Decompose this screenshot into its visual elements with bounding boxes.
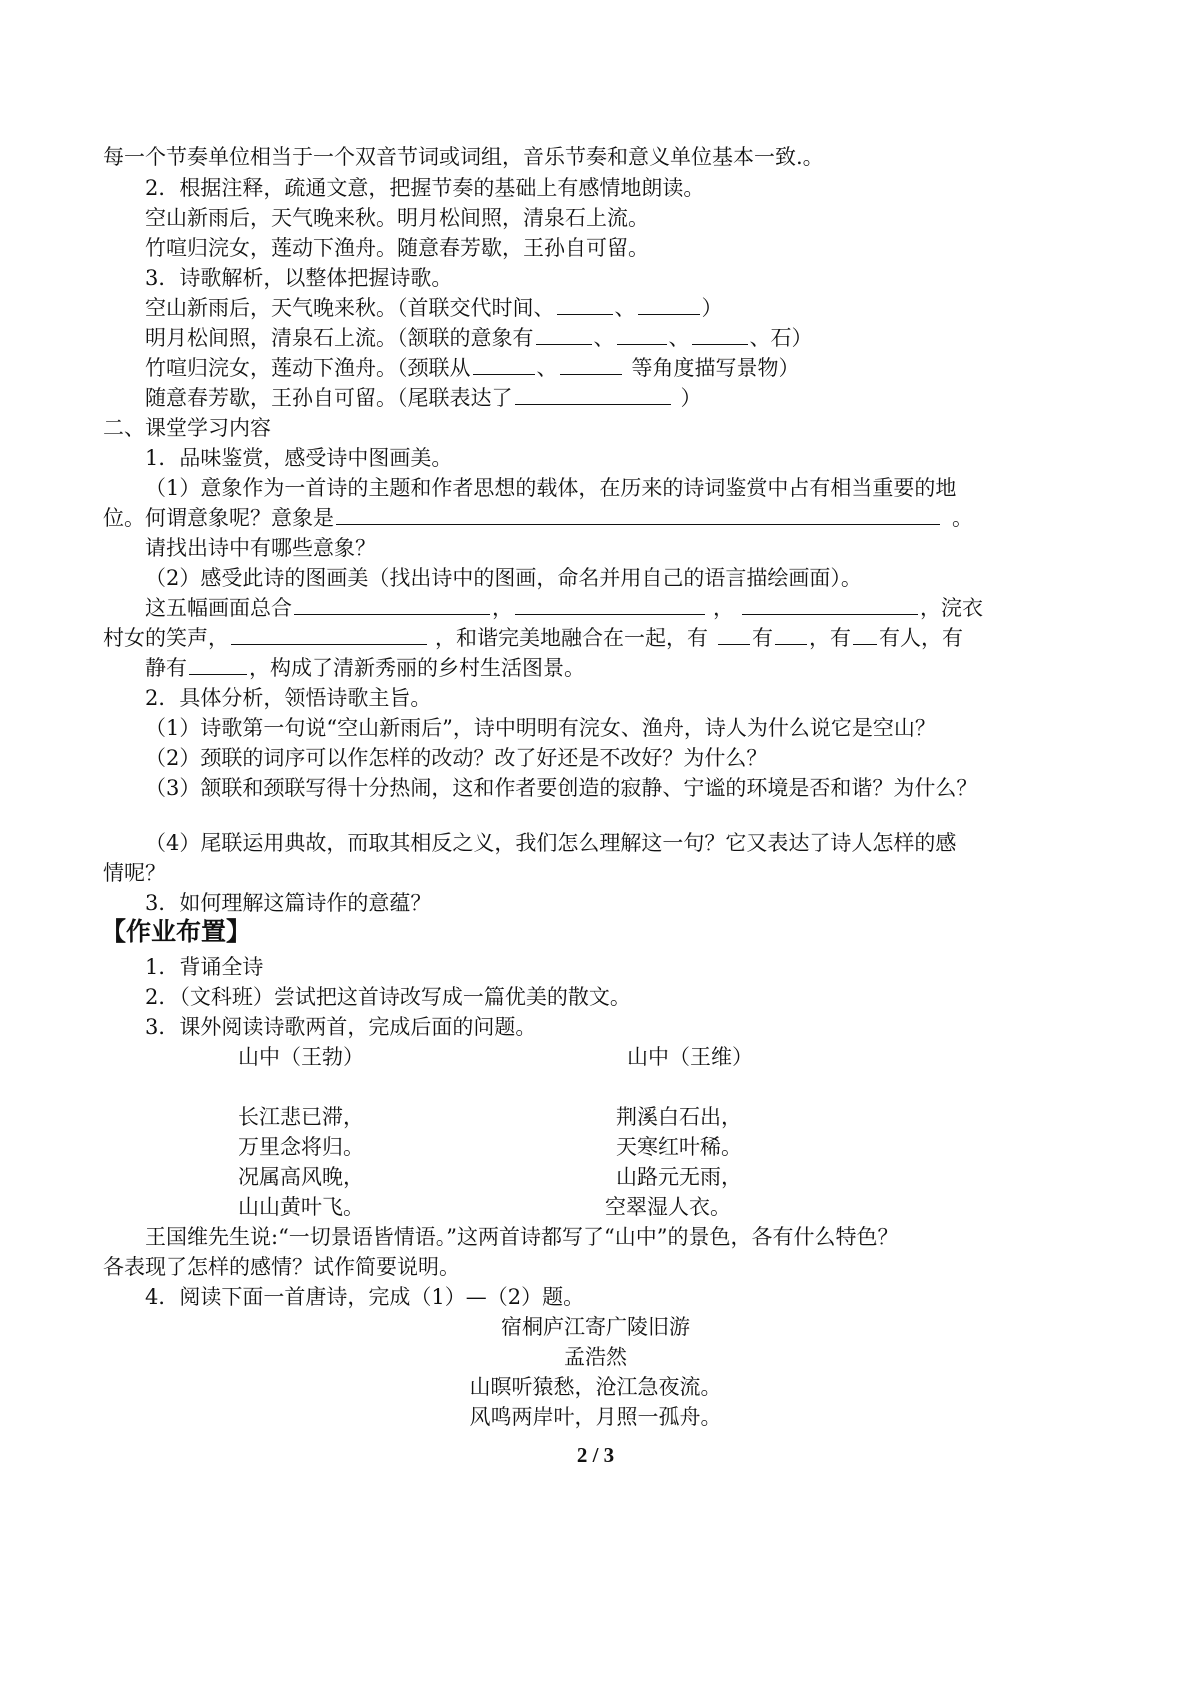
question-line: （3）颔联和颈联写得十分热闹，这和作者要创造的寂静、宁谧的环境是否和谐？为什么？ [145, 776, 978, 800]
poem-line: 万里念将归。 [238, 1135, 364, 1159]
line-text: 随意春芳歇，王孙自可留。（尾联表达了 [145, 386, 513, 410]
text-line: （2）感受此诗的图画美（找出诗中的图画，命名并用自己的语言描绘画面）。 [145, 566, 862, 590]
poem-line: 山暝听猿愁，沧江急夜流。 [469, 1375, 722, 1399]
line-text: 、 [593, 326, 615, 350]
poem-line: 荆溪白石出， [616, 1105, 742, 1129]
line-text: 竹喧归浣女，莲动下渔舟。（颈联从 [145, 356, 471, 380]
poem-line: 空翠湿人衣。 [605, 1195, 731, 1219]
homework-heading: 【作业布置】 [101, 917, 252, 946]
poem-line: 风鸣两岸叶，月照一孤舟。 [469, 1405, 722, 1429]
text-line: 2．具体分析，领悟诗歌主旨。 [145, 686, 432, 710]
line-text: 等角度描写景物） [631, 356, 800, 380]
answer-blank[interactable] [560, 356, 622, 375]
poem-title: 宿桐庐江寄广陵旧游 [501, 1315, 690, 1339]
text-line: 1．品味鉴赏，感受诗中图画美。 [145, 446, 453, 470]
answer-blank[interactable] [515, 596, 705, 615]
homework-item: 2．（文科班）尝试把这首诗改写成一篇优美的散文。 [145, 985, 631, 1009]
line-text: 有人，有 [879, 626, 963, 650]
line-text: ， [713, 596, 734, 620]
answer-blank[interactable] [557, 296, 613, 315]
line-text: 村女的笑声， [103, 626, 229, 650]
poem-title: 山中（王维） [627, 1045, 753, 1069]
answer-blank[interactable] [742, 596, 918, 615]
poem-line: 况属高风晚， [238, 1165, 364, 1189]
poem-line: 山路元无雨， [616, 1165, 742, 1189]
line-text: ，浣衣 [920, 596, 983, 620]
line-text: 空山新雨后，天气晚来秋。（首联交代时间、 [145, 296, 555, 320]
text-line: （1）意象作为一首诗的主题和作者思想的载体，在历来的诗词鉴赏中占有相当重要的地 [145, 476, 957, 500]
text-line: 每一个节奏单位相当于一个双音节词或词组，音乐节奏和意义单位基本一致.。 [103, 145, 824, 169]
line-text: 。 [952, 506, 973, 530]
question-line: 王国维先生说:“一切景语皆情语。”这两首诗都写了“山中”的景色，各有什么特色？ [145, 1225, 899, 1249]
fill-in-line [145, 384, 702, 412]
question-line: （2）颈联的词序可以作怎样的改动？改了好还是不改好？为什么？ [145, 746, 768, 770]
line-text: ， [492, 596, 513, 620]
poem-text-line: 空山新雨后，天气晚来秋。明月松间照，清泉石上流。 [145, 206, 649, 230]
line-text: 位。何谓意象呢？意象是 [103, 506, 334, 530]
question-line: 情呢？ [103, 861, 166, 885]
line-text: 、 [668, 326, 690, 350]
poem-line: 天寒红叶稀。 [616, 1135, 742, 1159]
answer-blank[interactable] [775, 626, 807, 645]
answer-blank[interactable] [294, 596, 490, 615]
fill-in-line [145, 654, 585, 682]
text-line: 2．根据注释，疏通文意，把握节奏的基础上有感情地朗读。 [145, 176, 705, 200]
answer-blank[interactable] [692, 326, 748, 345]
fill-in-line [145, 354, 800, 382]
text-line: 请找出诗中有哪些意象？ [145, 536, 376, 560]
line-text: ，构成了清新秀丽的乡村生活图景。 [249, 656, 585, 680]
question-line: （4）尾联运用典故，而取其相反之义，我们怎么理解这一句？它又表达了诗人怎样的感 [145, 831, 957, 855]
line-text: ，有 [809, 626, 851, 650]
fill-in-line [103, 504, 973, 532]
fill-in-line [145, 324, 813, 352]
answer-blank[interactable] [231, 626, 427, 645]
homework-item: 1．背诵全诗 [145, 955, 264, 979]
answer-blank[interactable] [638, 296, 700, 315]
page-number: 2 / 3 [576, 1443, 615, 1467]
question-line: 各表现了怎样的感情？试作简要说明。 [103, 1255, 460, 1279]
text-line: 3．诗歌解析，以整体把握诗歌。 [145, 266, 453, 290]
line-text: 、石） [749, 326, 813, 350]
fill-in-line [145, 594, 983, 622]
answer-blank[interactable] [718, 626, 750, 645]
poem-line: 长江悲已滞， [238, 1105, 364, 1129]
line-text: 这五幅画面总合 [145, 596, 292, 620]
section-heading: 二、课堂学习内容 [103, 416, 271, 440]
answer-blank[interactable] [536, 326, 592, 345]
answer-blank[interactable] [336, 506, 940, 525]
homework-item: 3．课外阅读诗歌两首，完成后面的问题。 [145, 1015, 537, 1039]
line-text: 、 [536, 356, 558, 380]
line-text: 有 [752, 626, 773, 650]
line-text: 明月松间照，清泉石上流。（颔联的意象有 [145, 326, 534, 350]
question-line: （1）诗歌第一句说“空山新雨后”，诗中明明有浣女、渔舟，诗人为什么说它是空山？ [145, 716, 936, 740]
line-text: 静有 [145, 656, 187, 680]
question-line: 3．如何理解这篇诗作的意蕴？ [145, 891, 432, 915]
fill-in-line [145, 294, 723, 322]
answer-blank[interactable] [515, 386, 671, 405]
poem-author: 孟浩然 [564, 1345, 627, 1369]
poem-title: 山中（王勃） [238, 1045, 364, 1069]
line-text: 、 [614, 296, 636, 320]
line-text: ） [680, 386, 702, 410]
line-text: ） [701, 296, 723, 320]
poem-line: 山山黄叶飞。 [238, 1195, 364, 1219]
answer-blank[interactable] [617, 326, 667, 345]
line-text: ，和谐完美地融合在一起，有 [435, 626, 708, 650]
answer-blank[interactable] [853, 626, 877, 645]
fill-in-line [103, 624, 963, 652]
poem-text-line: 竹喧归浣女，莲动下渔舟。随意春芳歇，王孙自可留。 [145, 236, 649, 260]
answer-blank[interactable] [473, 356, 535, 375]
homework-item: 4．阅读下面一首唐诗，完成（1）—（2）题。 [145, 1285, 585, 1309]
answer-blank[interactable] [189, 656, 247, 675]
